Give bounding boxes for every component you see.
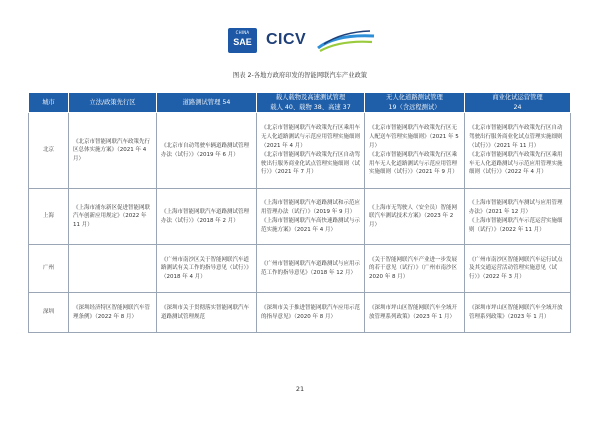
policy-table <box>28 92 571 333</box>
table-cell: 《深圳市关于推进智能网联汽车应用示范的指导意见》（2020 年 8 月） <box>257 293 365 333</box>
table-cell: 《北京市智能网联汽车政策先行区乘用车无人化道路测试与示范应用管理实施细则（2021 年 4 月） 《北京市智能网联汽车政策先行区自动驾驶出行服务商业化试点管理实施细则（试行）》（2021 年 7 月） <box>257 113 365 189</box>
table-row <box>29 245 571 293</box>
table-cell: 《深圳经济特区智能网联汽车管理条例》（2022 年 8 月） <box>69 293 157 333</box>
table-cell: 《广州市南沙区智能网联汽车运行试点及其交通运营活动管理实施意见（试行）》（2022 年 3 月） <box>465 245 571 293</box>
table-cell: 《深圳市坪山区智能网联汽车全域开放管理系列政策》（2023 年 1 月） <box>365 293 465 333</box>
header-city: 城市 <box>29 93 69 113</box>
table-caption: 图表 2-各地方政府印发的智能网联汽车产业政策 <box>232 72 368 79</box>
header-legislation: 立法/政策先行区 <box>69 93 157 113</box>
china-sae-logo: CHINA SAE <box>228 28 257 53</box>
table-cell: 《北京市智能网联汽车政策先行区总体实施方案》（2021 年 4 月） <box>69 113 157 189</box>
header-passenger-freight-highway: 载人载物及高速测试管理 载人 40、载物 38、高速 37 <box>257 93 365 113</box>
header-logos <box>228 28 378 54</box>
page-number: 21 <box>295 385 305 393</box>
table-header-row <box>29 93 571 113</box>
table-cell: 《深圳市关于贯彻落实智能网联汽车道路测试管理规范 <box>157 293 257 333</box>
table-row <box>29 113 571 189</box>
city-cell: 广州 <box>29 245 69 293</box>
cicv-swoosh-icon <box>316 28 378 54</box>
table-row <box>29 189 571 245</box>
cicv-logo-text: CICV <box>266 31 307 48</box>
table-cell: 《上海市智能网联汽车道路测试管理办法（试行）》（2018 年 2 月） <box>157 189 257 245</box>
table-cell <box>69 245 157 293</box>
table-cell: 《上海市智能网联汽车测试与应用管理办法》（2021 年 12 月） 《上海市智能网联汽车示范运营实施细则（试行）》（2022 年 11 月） <box>465 189 571 245</box>
city-cell: 北京 <box>29 113 69 189</box>
table-cell: 《关于智能网联汽车产业进一步发展的若干意见（试行）》（广州市南沙区 2020 年 8 月） <box>365 245 465 293</box>
table-cell: 《广州市智能网联汽车道路测试与应用示范工作的指导意见》（2018 年 12 月） <box>257 245 365 293</box>
table-cell: 《上海市智能网联汽车道路测试和示范应用管理办法（试行）》（2019 年 9 月） 《上海市智能网联汽车高快速路测试与示范实施方案》（2021 年 4 月） <box>257 189 365 245</box>
table-cell: 《上海市无驾驶人（安全员）智能网联汽车测试技术方案》（2023 年 2 月） <box>365 189 465 245</box>
header-driverless-testing: 无人化道路测试管理 19（含远程测试） <box>365 93 465 113</box>
city-cell: 上海 <box>29 189 69 245</box>
header-road-testing: 道路测试管理 54 <box>157 93 257 113</box>
table-cell: 《北京市自动驾驶车辆道路测试管理办法（试行）》（2019 年 6 月） <box>157 113 257 189</box>
table-row <box>29 293 571 333</box>
table-cell: 《北京市智能网联汽车政策先行区自动驾驶出行服务商业化试点管理实施细则（试行）》（2021 年 11 月） 《北京市智能网联汽车政策先行区乘用车无人化道路测试与示范应用管理实施细则（试行）》（2022 年 4 月） <box>465 113 571 189</box>
city-cell: 深圳 <box>29 293 69 333</box>
table-cell: 《深圳市坪山区智能网联汽车全域开放管理系列政策》（2023 年 1 月） <box>465 293 571 333</box>
table-cell: 《广州市南沙区关于智能网联汽车道路测试有关工作的指导意见（试行）》（2018 年 4 月） <box>157 245 257 293</box>
table-cell: 《北京市智能网联汽车政策先行区无人配送车管理实施细则》（2021 年 5 月） 《北京市智能网联汽车政策先行区乘用车无人化道路测试与示范应用管理实施细则（试行）》（2021 年 9 月） <box>365 113 465 189</box>
table-cell: 《上海市浦东新区促进智能网联汽车创新应用规定》（2022 年 11 月） <box>69 189 157 245</box>
header-commercial-trial: 商业化试运营管理 24 <box>465 93 571 113</box>
